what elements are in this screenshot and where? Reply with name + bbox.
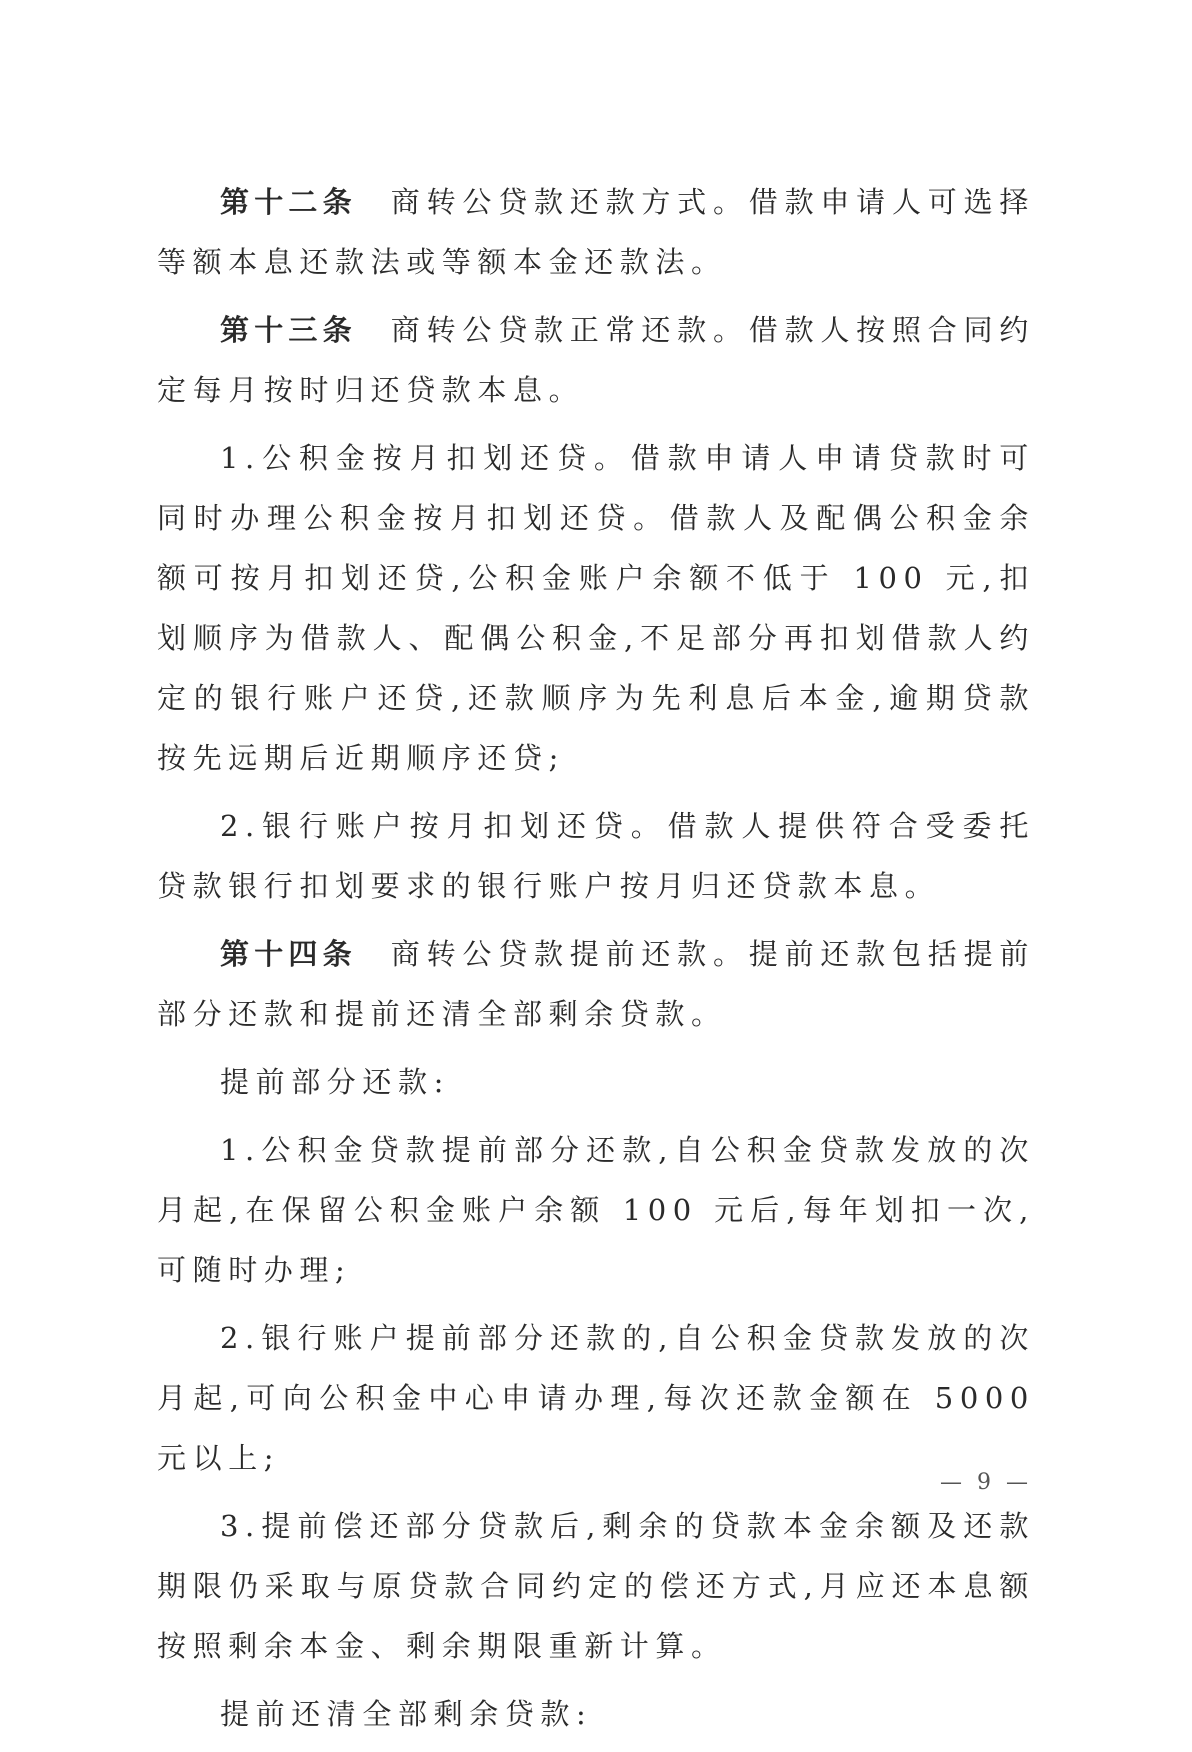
page-number: — 9 — [940, 1470, 1032, 1495]
article-heading: 第十三条 [220, 313, 357, 347]
full-prepayment-title: 提前还清全部剩余贷款: [220, 1697, 593, 1731]
partial-prepayment-item-2: 2.银行账户提前部分还款的,自公积金贷款发放的次月起,可向公积金中心申请办理,每次还款金额在 5000 元以上; [157, 1321, 1035, 1475]
partial-prepayment-item-3: 3.提前偿还部分贷款后,剩余的贷款本金余额及还款期限仍采取与原贷款合同约定的偿还方式,月应还本息额按照剩余本金、剩余期限重新计算。 [157, 1509, 1035, 1663]
article-text: 商转公贷款正常还款。借款人按照合同约定每月按时归还贷款本息。 [157, 313, 1035, 407]
article-13-item-2: 2.银行账户按月扣划还贷。借款人提供符合受委托贷款银行扣划要求的银行账户按月归还贷款本息。 [157, 809, 1035, 903]
article-text: 商转公贷款提前还款。提前还款包括提前部分还款和提前还清全部剩余贷款。 [157, 937, 1035, 1031]
article-heading: 第十四条 [220, 937, 357, 971]
partial-prepayment-title: 提前部分还款: [220, 1065, 450, 1099]
document-page [157, 172, 1035, 1752]
partial-prepayment-item-1: 1.公积金贷款提前部分还款,自公积金贷款发放的次月起,在保留公积金账户余额 100 元后,每年划扣一次,可随时办理; [157, 1133, 1035, 1287]
article-12 [157, 172, 1035, 292]
article-heading: 第十二条 [220, 185, 357, 219]
article-text: 商转公贷款还款方式。借款申请人可选择等额本息还款法或等额本金还款法。 [157, 185, 1035, 279]
article-13 [157, 300, 1035, 420]
article-13-item-1: 1.公积金按月扣划还贷。借款申请人申请贷款时可同时办理公积金按月扣划还贷。借款人及配偶公积金余额可按月扣划还贷,公积金账户余额不低于 100 元,扣划顺序为借款人、配偶公积金,不足部分再扣划借款人约定的银行账户还贷,还款顺序为先利息后本金,逾期贷款按先远期后近期顺序还贷; [157, 441, 1035, 775]
article-14 [157, 924, 1035, 1044]
